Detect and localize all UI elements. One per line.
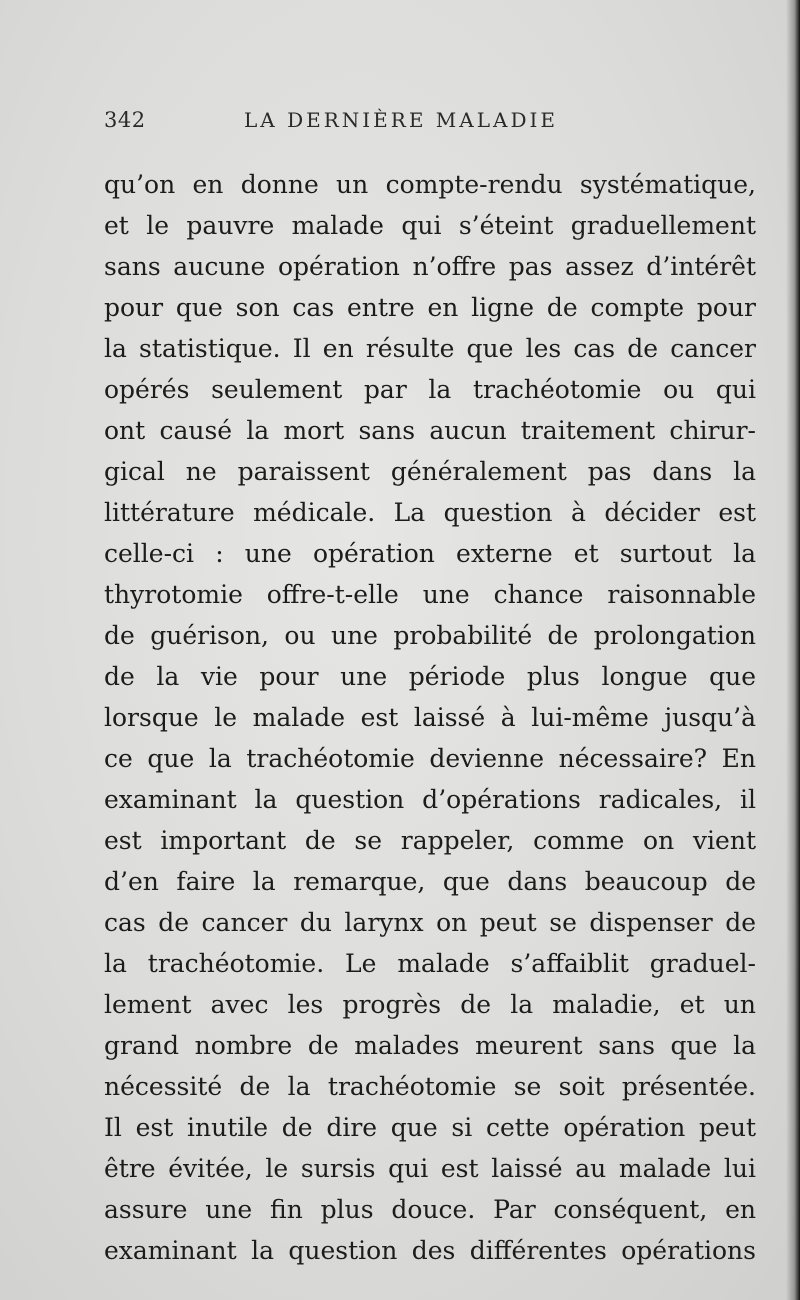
text-line: cas de cancer du larynx on peut se dispenser de — [104, 908, 756, 937]
text-line: être évitée, le sursis qui est laissé au malade lui — [104, 1154, 756, 1183]
text-line: assure une fin plus douce. Par conséquent, en — [104, 1195, 756, 1224]
text-line: la trachéotomie. Le malade s’affaiblit graduel- — [104, 949, 756, 978]
text-line: thyrotomie offre-t-elle une chance raisonnable — [104, 580, 756, 609]
page-number: 342 — [104, 108, 146, 132]
text-line: littérature médicale. La question à décider est — [104, 498, 756, 527]
text-line: ce que la trachéotomie devienne nécessaire? En — [104, 744, 756, 773]
page-edge-shadow — [786, 0, 800, 1300]
text-line: qu’on en donne un compte-rendu systématique, — [104, 170, 756, 199]
text-line: examinant la question d’opérations radicales, il — [104, 785, 756, 814]
text-line: pour que son cas entre en ligne de compte pour — [104, 293, 756, 322]
text-line: est important de se rappeler, comme on vient — [104, 826, 756, 855]
text-line: opérés seulement par la trachéotomie ou qui — [104, 375, 756, 404]
page-header — [104, 108, 620, 140]
text-line: lement avec les progrès de la maladie, et un — [104, 990, 756, 1019]
text-line: gical ne paraissent généralement pas dans la — [104, 457, 756, 486]
text-line: lorsque le malade est laissé à lui-même jusqu’à — [104, 703, 756, 732]
text-line: ont causé la mort sans aucun traitement chirur- — [104, 416, 756, 445]
text-line: examinant la question des différentes opérations — [104, 1236, 756, 1265]
text-line: et le pauvre malade qui s’éteint graduellement — [104, 211, 756, 240]
running-title: LA DERNIÈRE MALADIE — [244, 108, 558, 132]
text-line: nécessité de la trachéotomie se soit présentée. — [104, 1072, 756, 1101]
text-line: Il est inutile de dire que si cette opération peut — [104, 1113, 756, 1142]
text-line: d’en faire la remarque, que dans beaucoup de — [104, 867, 756, 896]
text-line: celle-ci : une opération externe et surtout la — [104, 539, 756, 568]
text-line: sans aucune opération n’offre pas assez d’intérêt — [104, 252, 756, 281]
body-text — [104, 164, 756, 1271]
text-line: la statistique. Il en résulte que les cas de cancer — [104, 334, 756, 363]
text-line: de la vie pour une période plus longue que — [104, 662, 756, 691]
text-line: grand nombre de malades meurent sans que la — [104, 1031, 756, 1060]
text-line: de guérison, ou une probabilité de prolongation — [104, 621, 756, 650]
